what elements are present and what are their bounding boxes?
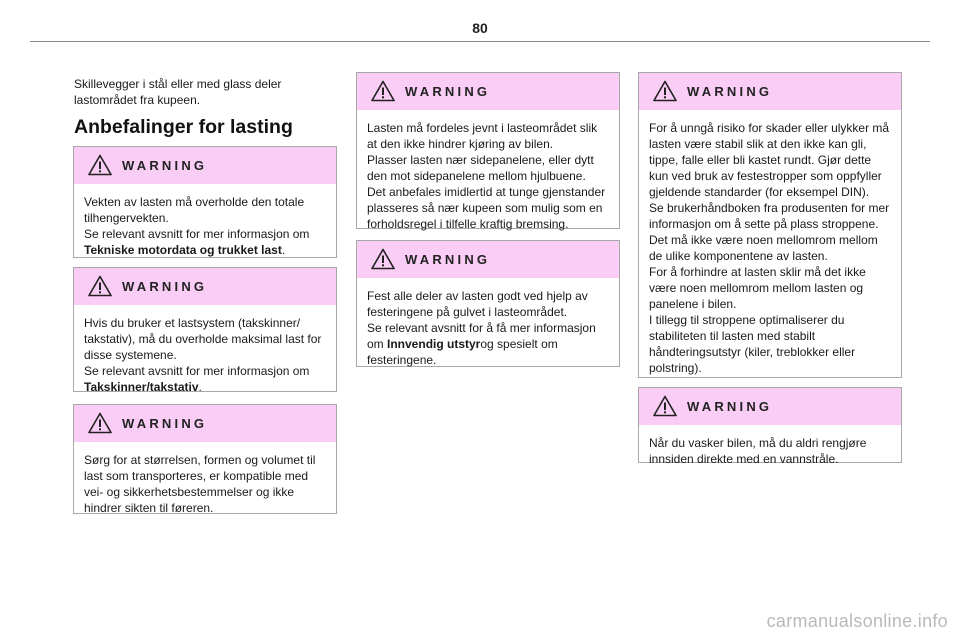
warning-header	[74, 147, 336, 184]
warning-text: Se brukerhåndboken fra produsenten for mer informasjon om å sette på plass stroppene.	[649, 201, 890, 231]
warning-line	[367, 184, 609, 232]
warning-text-tail: .	[198, 380, 202, 394]
warning-triangle-icon	[88, 412, 112, 434]
warning-reference: Takskinner/takstativ	[84, 380, 199, 394]
warning-text: I tillegg til stroppene optimaliserer du stabiliteten til lasten med stabilt håndteringsutstyr (kiler, treblokker eller polstring).	[649, 313, 856, 375]
warning-line	[84, 194, 326, 226]
warning-header	[74, 268, 336, 305]
warning-box-7	[638, 387, 902, 466]
warning-text: Se relevant avsnitt for mer informasjon om	[84, 227, 310, 241]
warning-line	[649, 435, 891, 467]
warning-line	[367, 120, 609, 152]
warning-text: Det anbefales imidlertid at tunge gjenstander plasseres så nær kupeen som mulig som en forholdsregel i tilfelle kraftig bremsing.	[367, 185, 606, 231]
warning-reference: Tekniske motordata og trukket last	[84, 243, 282, 257]
warning-box-2	[73, 267, 337, 392]
warning-text: Hvis du bruker et lastsystem (takskinner/ takstativ), må du overholde maksimal last for disse systemene.	[84, 316, 322, 362]
warning-title: WARNING	[687, 84, 773, 99]
warning-triangle-icon	[653, 80, 677, 102]
warning-text: Se relevant avsnitt for mer informasjon om	[84, 364, 310, 378]
warning-line	[367, 152, 609, 184]
warning-header	[74, 405, 336, 442]
warning-header	[357, 241, 619, 278]
warning-text: Det må ikke være noen mellomrom mellom de ulike komponentene av lasten.	[649, 233, 878, 263]
section-title: Anbefalinger for lasting	[74, 116, 293, 138]
warning-box-3	[73, 404, 337, 514]
warning-body	[357, 278, 619, 377]
warning-text: Vekten av lasten må overholde den totale tilhengervekten.	[84, 195, 305, 225]
warning-text-tail: og spesielt om festeringene.	[367, 337, 558, 367]
warning-body	[639, 110, 901, 385]
warning-text-tail: .	[281, 243, 286, 257]
watermark-logo: carmanualsonline.info	[766, 611, 948, 631]
header-divider	[30, 41, 930, 42]
warning-text: Plasser lasten nær sidepanelene, eller dytt den mot sidepanelene mellom hjulbuene.	[367, 153, 594, 183]
warning-title: WARNING	[405, 84, 491, 99]
warning-line	[649, 312, 891, 376]
warning-line	[649, 232, 891, 264]
warning-triangle-icon	[653, 395, 677, 417]
warning-text: Sørg for at størrelsen, formen og volumet til last som transporteres, er kompatible med vei- og sikkerhetsbestemmelser og ikke hindrer sikten til føreren.	[84, 453, 316, 515]
warning-header	[639, 73, 901, 110]
warning-line	[84, 315, 326, 363]
warning-title: WARNING	[687, 399, 773, 414]
warning-body	[357, 110, 619, 241]
warning-box-5	[356, 240, 620, 367]
warning-box-6	[638, 72, 902, 378]
warning-line	[649, 120, 891, 200]
warning-line	[649, 264, 891, 312]
warning-line	[649, 200, 891, 232]
warning-body	[74, 305, 336, 404]
warning-text: Fest alle deler av lasten godt ved hjelp av festeringene på gulvet i lasteområdet.	[367, 289, 588, 319]
warning-title: WARNING	[122, 158, 208, 173]
warning-line	[84, 452, 326, 516]
warning-line	[84, 363, 326, 395]
warning-text: For å unngå risiko for skader eller ulykker må lasten være stabil slik at den ikke kan gli, tippe, falle eller bli kastet rundt. Gjør dette kun ved bruk av festestropper som oppfyller gjeldende standarder (for eksempel DIN).	[649, 121, 890, 199]
intro-paragraph: Skillevegger i stål eller med glass deler lastområdet fra kupeen.	[74, 77, 282, 107]
page-number: 80	[472, 20, 488, 36]
warning-title: WARNING	[122, 279, 208, 294]
warning-line	[367, 288, 609, 320]
warning-line	[367, 320, 609, 368]
warning-triangle-icon	[88, 154, 112, 176]
warning-triangle-icon	[88, 275, 112, 297]
warning-triangle-icon	[371, 248, 395, 270]
warning-title: WARNING	[405, 252, 491, 267]
warning-box-1	[73, 146, 337, 258]
warning-body	[74, 442, 336, 525]
warning-body	[74, 184, 336, 267]
warning-text: Lasten må fordeles jevnt i lasteområdet slik at den ikke hindrer kjøring av bilen.	[367, 121, 598, 151]
warning-reference: Innvendig utstyr	[387, 337, 481, 351]
warning-title: WARNING	[122, 416, 208, 431]
warning-triangle-icon	[371, 80, 395, 102]
warning-line	[84, 226, 326, 258]
warning-header	[357, 73, 619, 110]
warning-text: For å forhindre at lasten sklir må det ikke være noen mellomrom mellom lasten og panelene i bilen.	[649, 265, 866, 311]
warning-box-4	[356, 72, 620, 229]
warning-body	[639, 425, 901, 476]
warning-text: Se relevant avsnitt for å få mer informasjon om	[367, 321, 596, 351]
warning-header	[639, 388, 901, 425]
warning-text: Når du vasker bilen, må du aldri rengjøre innsiden direkte med en vannstråle.	[649, 436, 867, 466]
